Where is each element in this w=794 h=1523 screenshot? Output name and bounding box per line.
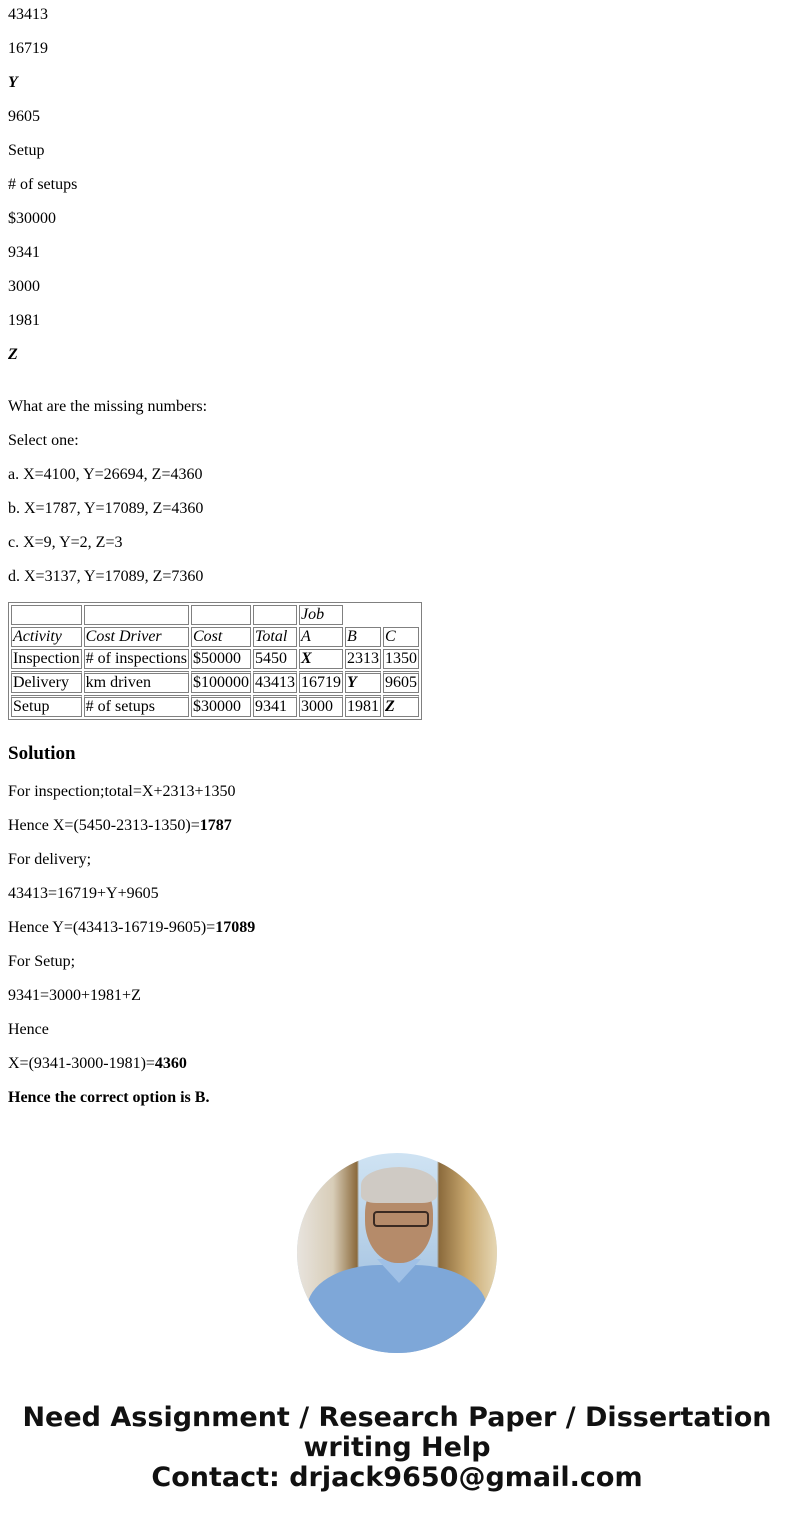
solution-text: Hence X=(5450-2313-1350)=: [8, 817, 200, 834]
text-line: 3000: [8, 278, 40, 295]
tutor-avatar: [297, 1153, 497, 1353]
job-header: Job: [299, 605, 343, 625]
promo-banner: [0, 1403, 794, 1493]
table-cell: # of inspections: [85, 650, 187, 667]
solution-line: Hence: [8, 1021, 49, 1038]
col-header: C: [383, 627, 419, 647]
col-header: B: [345, 627, 381, 647]
table-cell: [11, 605, 82, 625]
solution-line: [8, 919, 255, 937]
option-c[interactable]: c. X=9, Y=2, Z=3: [8, 534, 123, 551]
table-cell: X: [299, 649, 343, 669]
avatar-hair: [361, 1167, 437, 1203]
solution-line: For Setup;: [8, 953, 76, 970]
table-cell: $100000: [191, 671, 251, 693]
table-cell: Y: [345, 671, 381, 693]
solution-line: For inspection;total=X+2313+1350: [8, 783, 236, 800]
solution-heading: Solution: [8, 743, 76, 764]
solution-answer: 1787: [199, 817, 232, 834]
col-header: Activity: [11, 627, 82, 647]
table-cell: 1981: [345, 695, 381, 717]
text-line: 9605: [8, 108, 40, 125]
text-line: 43413: [8, 6, 48, 23]
table-row: [11, 695, 419, 717]
solution-line: [8, 817, 232, 835]
table-cell: Inspection: [13, 650, 80, 667]
text-line: Z: [8, 346, 18, 363]
col-header: Cost Driver: [84, 627, 189, 647]
table-cell: km driven: [84, 671, 189, 693]
table-cell: $50000: [191, 649, 251, 669]
option-a[interactable]: a. X=4100, Y=26694, Z=4360: [8, 466, 203, 483]
avatar-glasses: [373, 1211, 429, 1227]
option-b[interactable]: b. X=1787, Y=17089, Z=4360: [8, 500, 204, 517]
table-cell: 9605: [383, 671, 419, 693]
table-header-row: [11, 627, 419, 647]
table-cell: $30000: [191, 695, 251, 717]
solution-answer: 17089: [215, 919, 256, 936]
table-cell: [84, 605, 189, 625]
text-line: # of setups: [8, 176, 78, 193]
solution-text: Hence Y=(43413-16719-9605)=: [8, 919, 216, 936]
col-header: Total: [253, 627, 297, 647]
select-label: Select one:: [8, 432, 79, 449]
option-d[interactable]: d. X=3137, Y=17089, Z=7360: [8, 568, 204, 585]
promo-line: Need Assignment / Research Paper / Dissertation: [22, 1402, 772, 1433]
table-cell: 9341: [253, 695, 297, 717]
table-row: [11, 671, 419, 693]
solution-line: For delivery;: [8, 851, 92, 868]
table-cell: 16719: [299, 671, 343, 693]
table-cell: 1350: [384, 650, 417, 667]
text-line: 9341: [8, 244, 40, 261]
table-cell: Z: [383, 695, 419, 717]
text-line: $30000: [8, 210, 56, 227]
table-row: [11, 649, 419, 669]
solution-line: 9341=3000+1981+Z: [8, 987, 141, 1004]
table-row: [11, 605, 419, 625]
text-line: Y: [8, 74, 18, 91]
table-cell: 3000: [299, 695, 343, 717]
col-header: Cost: [191, 627, 251, 647]
table-cell: Setup: [11, 695, 82, 717]
solution-conclusion: Hence the correct option is B.: [8, 1089, 210, 1106]
table-cell: Delivery: [11, 671, 82, 693]
text-line: Setup: [8, 142, 45, 159]
table-cell: 5450: [253, 649, 297, 669]
table-cell: 2313: [346, 650, 379, 667]
promo-line: writing Help: [303, 1432, 491, 1463]
text-line: 16719: [8, 40, 48, 57]
cost-table: [8, 602, 422, 720]
table-cell: [191, 605, 251, 625]
table-cell: [253, 605, 297, 625]
solution-text: X=(9341-3000-1981)=: [8, 1055, 155, 1072]
col-header: A: [299, 627, 343, 647]
table-cell: # of setups: [84, 695, 189, 717]
promo-contact[interactable]: Contact: drjack9650@gmail.com: [151, 1462, 643, 1493]
table-cell: 43413: [253, 671, 297, 693]
question-prompt: What are the missing numbers:: [8, 398, 208, 415]
solution-line: 43413=16719+Y+9605: [8, 885, 159, 902]
solution-line: [8, 1055, 187, 1073]
text-line: 1981: [8, 312, 40, 329]
solution-answer: 4360: [154, 1055, 187, 1072]
